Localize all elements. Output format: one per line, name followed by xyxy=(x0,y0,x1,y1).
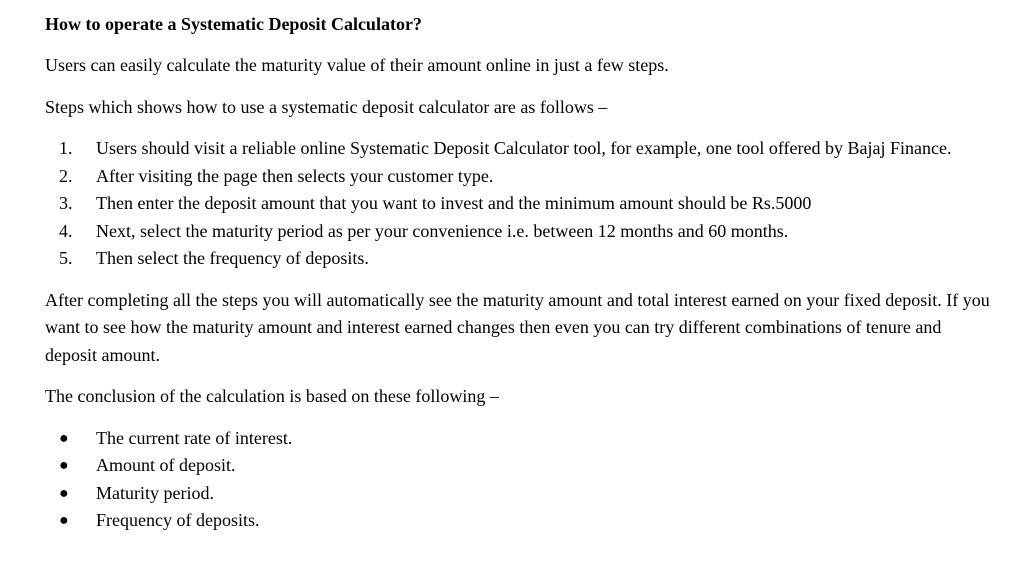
list-item xyxy=(45,480,995,508)
list-number: 5. xyxy=(59,248,73,268)
list-item xyxy=(45,218,995,246)
page-heading: How to operate a Systematic Deposit Calculator? xyxy=(45,14,422,34)
list-item xyxy=(45,245,995,273)
list-item-text: Frequency of deposits. xyxy=(96,510,260,530)
bullet-icon: ● xyxy=(59,512,69,529)
list-item-text: Then enter the deposit amount that you want to invest and the minimum amount should be Rs.5000 xyxy=(96,193,812,213)
list-item-text: Maturity period. xyxy=(96,482,214,503)
list-number: 3. xyxy=(59,193,73,213)
list-item-text: The current rate of interest. xyxy=(96,427,293,448)
list-number: 2. xyxy=(59,165,73,186)
list-item-text: Users should visit a reliable online Systematic Deposit Calculator tool, for example, one tool offered by Bajaj Finance. xyxy=(96,138,952,158)
list-item xyxy=(45,452,995,480)
steps-intro-paragraph: Steps which shows how to use a systematic deposit calculator are as follows – xyxy=(45,96,608,117)
list-item xyxy=(45,507,995,535)
after-steps-paragraph: After completing all the steps you will automatically see the maturity amount and total interest earned on your fixed deposit. If you want to see how the maturity amount and interest earned changes then even you can try different combinations of tenure and deposit amount. xyxy=(45,289,990,365)
list-item-text: Next, select the maturity period as per your convenience i.e. between 12 months and 60 months. xyxy=(96,220,789,241)
list-number: 1. xyxy=(59,138,73,158)
conclusion-list xyxy=(45,425,995,535)
bullet-icon: ● xyxy=(59,484,69,502)
intro-paragraph: Users can easily calculate the maturity value of their amount online in just a few steps. xyxy=(45,55,669,75)
list-item xyxy=(45,425,995,453)
list-item xyxy=(45,163,995,191)
list-number: 4. xyxy=(59,220,73,241)
list-item-text: After visiting the page then selects your customer type. xyxy=(96,165,494,186)
bullet-icon: ● xyxy=(59,429,69,447)
steps-list xyxy=(45,135,995,273)
list-item-text: Then select the frequency of deposits. xyxy=(96,248,369,268)
list-item xyxy=(45,190,995,218)
bullet-icon: ● xyxy=(59,457,69,474)
document-body xyxy=(45,11,995,535)
list-item-text: Amount of deposit. xyxy=(96,455,236,475)
conclusion-intro-paragraph: The conclusion of the calculation is based on these following – xyxy=(45,386,499,406)
list-item xyxy=(45,135,995,163)
